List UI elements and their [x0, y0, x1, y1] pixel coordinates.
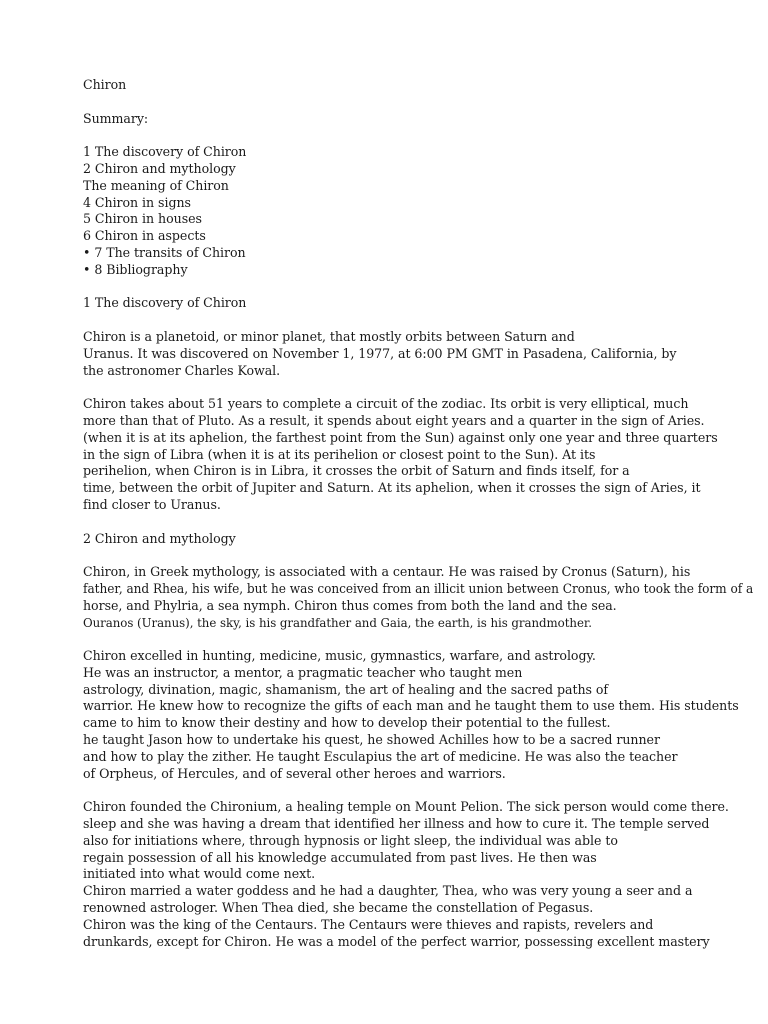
toc-item: • 8 Bibliography — [83, 261, 188, 277]
paragraph-line: the astronomer Charles Kowal. — [83, 362, 281, 378]
paragraph-line: came to him to know their destiny and how to develop their potential to the fullest. — [83, 715, 611, 731]
paragraph-chironium — [83, 799, 753, 950]
paragraph-line: Ouranos (Uranus), the sky, is his grandfather and Gaia, the earth, is his grandmother. — [83, 615, 592, 630]
table-of-contents — [83, 144, 753, 278]
paragraph-line: in the sign of Libra (when it is at its perihelion or closest point to the Sun). At its — [83, 446, 596, 462]
paragraph-discovery — [83, 329, 753, 379]
toc-item: The meaning of Chiron — [83, 177, 229, 193]
paragraph-line: Chiron is a planetoid, or minor planet, that mostly orbits between Saturn and — [83, 328, 575, 344]
spacer — [83, 94, 753, 111]
summary-label: Summary: — [83, 110, 149, 126]
paragraph-line: (when it is at its aphelion, the farthest point from the Sun) against only one year and three quarters — [83, 429, 718, 445]
toc-item: 6 Chiron in aspects — [83, 228, 206, 244]
spacer — [83, 514, 753, 531]
paragraph-line: He was an instructor, a mentor, a pragmatic teacher who taught men — [83, 664, 523, 680]
paragraph-line: horse, and Phylria, a sea nymph. Chiron thus comes from both the land and the sea. — [83, 597, 617, 613]
paragraph-line: initiated into what would come next. — [83, 866, 316, 882]
spacer — [83, 547, 753, 564]
toc-item: 2 Chiron and mythology — [83, 160, 236, 176]
spacer — [83, 782, 753, 799]
paragraph-line: and how to play the zither. He taught Esculapius the art of medicine. He was also the teacher — [83, 748, 678, 764]
paragraph-line: find closer to Uranus. — [83, 496, 221, 512]
section-heading-discovery: 1 The discovery of Chiron — [83, 295, 247, 311]
paragraph-orbit — [83, 396, 753, 514]
paragraph-line: also for initiations where, through hypnosis or light sleep, the individual was able to — [83, 832, 618, 848]
paragraph-line: Uranus. It was discovered on November 1, 1977, at 6:00 PM GMT in Pasadena, California, by — [83, 345, 677, 361]
paragraph-line: of Orpheus, of Hercules, and of several other heroes and warriors. — [83, 765, 506, 781]
toc-item: 5 Chiron in houses — [83, 211, 202, 227]
paragraph-line: sleep and she was having a dream that identified her illness and how to cure it. The temple served — [83, 816, 710, 832]
toc-item: 4 Chiron in signs — [83, 194, 191, 210]
paragraph-line: Chiron was the king of the Centaurs. The Centaurs were thieves and rapists, revelers and — [83, 916, 654, 932]
spacer — [83, 127, 753, 144]
spacer — [83, 312, 753, 329]
spacer — [83, 631, 753, 648]
paragraph-line: perihelion, when Chiron is in Libra, it crosses the orbit of Saturn and finds itself, for a — [83, 463, 630, 479]
paragraph-line: Chiron takes about 51 years to complete a circuit of the zodiac. Its orbit is very elliptical, much — [83, 396, 689, 412]
paragraph-line: Chiron married a water goddess and he had a daughter, Thea, who was very young a seer and a — [83, 883, 693, 899]
paragraph-line: warrior. He knew how to recognize the gifts of each man and he taught them to use them. His students — [83, 698, 739, 714]
paragraph-line: more than that of Pluto. As a result, it spends about eight years and a quarter in the sign of Aries. — [83, 412, 705, 428]
section-heading-mythology: 2 Chiron and mythology — [83, 530, 236, 546]
paragraph-teacher — [83, 648, 753, 782]
paragraph-origins — [83, 564, 753, 631]
paragraph-line: drunkards, except for Chiron. He was a model of the perfect warrior, possessing excellent mastery — [83, 933, 710, 949]
document-body — [83, 77, 753, 950]
spacer — [83, 379, 753, 396]
spacer — [83, 279, 753, 296]
paragraph-line: regain possession of all his knowledge accumulated from past lives. He then was — [83, 849, 597, 865]
paragraph-line: Chiron founded the Chironium, a healing temple on Mount Pelion. The sick person would come there. — [83, 799, 729, 815]
paragraph-line: he taught Jason how to undertake his quest, he showed Achilles how to be a sacred runner — [83, 732, 660, 748]
paragraph-line: Chiron, in Greek mythology, is associated with a centaur. He was raised by Cronus (Saturn), his — [83, 564, 691, 580]
paragraph-line: father, and Rhea, his wife, but he was conceived from an illicit union between Cronus, who took the form of a — [83, 580, 754, 596]
toc-item: • 7 The transits of Chiron — [83, 244, 246, 260]
document-title: Chiron — [83, 77, 127, 92]
paragraph-line: time, between the orbit of Jupiter and Saturn. At its aphelion, when it crosses the sign of Aries, it — [83, 480, 701, 496]
paragraph-line: astrology, divination, magic, shamanism, the art of healing and the sacred paths of — [83, 681, 609, 697]
paragraph-line: renowned astrologer. When Thea died, she became the constellation of Pegasus. — [83, 900, 594, 916]
paragraph-line: Chiron excelled in hunting, medicine, music, gymnastics, warfare, and astrology. — [83, 648, 596, 664]
toc-item: 1 The discovery of Chiron — [83, 144, 247, 160]
